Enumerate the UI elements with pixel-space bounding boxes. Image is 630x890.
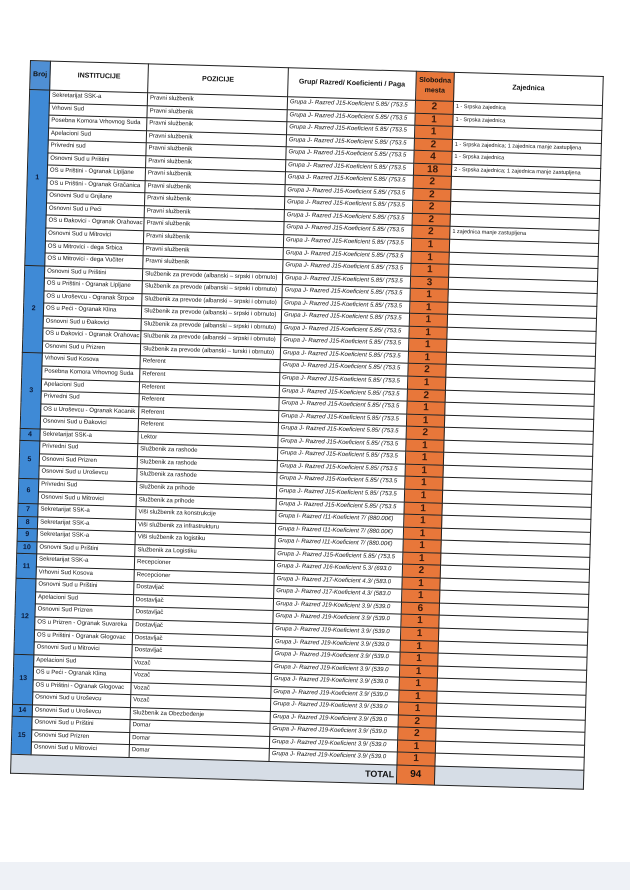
grade-cell: Grupa J- Razred J15-Koeficient 5.85/ (753.5 — [278, 410, 406, 426]
position-cell: Viši službenik za logistiku — [135, 532, 275, 548]
position-cell: Referent — [139, 406, 279, 422]
grade-cell: Grupa J- Razred J19-Koeficient 3.9/ (539.0 — [269, 749, 397, 765]
vacancies-cell: 2 — [406, 426, 444, 440]
position-cell: Pravni službenik — [147, 93, 287, 109]
group-number: 12 — [14, 579, 36, 655]
grade-cell: Grupa J- Razred J15-Koeficient 5.85/ (753.5 — [281, 310, 409, 326]
institution-cell: Osnovni Sud Prizren — [35, 604, 133, 619]
vacancies-cell: 1 — [415, 113, 453, 127]
header-zajednica: Zajednica — [454, 72, 604, 105]
community-cell: 2 - Srpska zajednica; 1 zajednica manje zastupljena — [451, 164, 600, 181]
institution-cell: Osnovni Sud u Gnjilane — [47, 190, 145, 205]
position-cell: Recepcioner — [134, 569, 274, 585]
vacancies-cell: 2 — [413, 188, 451, 202]
institution-cell: Sekretarijat SSK-a — [49, 90, 147, 105]
position-cell: Pravni službenik — [145, 168, 285, 184]
position-cell: Vozač — [131, 682, 271, 698]
position-cell: Viši službenik za infrastrukturu — [135, 519, 275, 535]
grade-cell: Grupa J- Razred J15-Koeficient 5.85/ (753.5 — [286, 134, 414, 150]
position-cell: Referent — [139, 394, 279, 410]
institution-cell: Osnovni Sud u Mitrovici — [45, 228, 143, 243]
position-cell: Dostavljač — [132, 645, 272, 661]
position-cell: Domar — [129, 732, 269, 748]
position-cell: Pravni službenik — [144, 193, 284, 209]
position-cell: Službenik za rashode — [137, 457, 277, 473]
group-number: 2 — [22, 265, 44, 353]
vacancies-cell: 1 — [407, 376, 445, 390]
grade-cell: Grupa J- Razred J19-Koeficient 3.9/ (539.0 — [270, 724, 398, 740]
institution-cell: Apelacioni Sud — [41, 379, 139, 394]
grade-cell: Grupa I- Razred I11-Koeficient 7/ (880.00€) — [276, 511, 404, 527]
position-cell: Dostavljač — [133, 607, 273, 623]
position-cell: Referent — [138, 419, 278, 435]
grade-cell: Grupa J- Razred J15-Koeficient 5.85/ (753.5 — [281, 322, 409, 338]
header-pozicije: POZICIJE — [148, 64, 289, 97]
grade-cell: Grupa J- Razred J15-Koeficient 5.85/ (753.5 — [282, 297, 410, 313]
position-cell: Pravni službenik — [143, 256, 283, 272]
group-number: 7 — [18, 503, 38, 516]
vacancies-cell: 2 — [414, 138, 452, 152]
institution-cell: Privredni Sud — [40, 441, 138, 456]
vacancies-cell: 1 — [410, 288, 448, 302]
header-broj: Broj — [30, 61, 51, 91]
grade-cell: Grupa J- Razred J19-Koeficient 3.9/ (539.0 — [271, 686, 399, 702]
institution-cell: Vrhovni Sud Kosova — [36, 567, 134, 582]
group-number: 10 — [17, 541, 37, 554]
grade-cell: Grupa J- Razred J16-Koeficient 5.3/ (693.0 — [274, 561, 402, 577]
institution-cell: Sekretarijat SSK-a — [37, 529, 135, 544]
grade-cell: Grupa J- Razred J15-Koeficient 5.85/ (753.5 — [278, 435, 406, 451]
vacancies-cell: 1 — [407, 401, 445, 415]
position-cell: Viši službenik za konstrukcije — [136, 507, 276, 523]
vacancies-cell: 1 — [411, 251, 449, 265]
header-grupa: Grup/ Razred/ Koeficienti / Paga — [288, 68, 417, 101]
institution-cell: Osnovni Sud u Uroševcu — [33, 692, 131, 707]
institution-cell: OS u Prištini - Ogranak Gračanica — [47, 178, 145, 193]
grade-cell: Grupa J- Razred J19-Koeficient 3.9/ (539.0 — [271, 661, 399, 677]
position-cell: Referent — [140, 369, 280, 385]
institution-cell: Privredni Sud — [41, 391, 139, 406]
group-number: 4 — [20, 428, 40, 441]
position-cell: Službenik za prevode (albanski – srpski i obrnuto) — [142, 281, 282, 297]
group-number: 9 — [17, 528, 37, 541]
grade-cell: Grupa J- Razred J15-Koeficient 5.85/ (753.5 — [276, 486, 404, 502]
vacancies-cell: 1 — [404, 502, 442, 516]
grade-cell: Grupa J- Razred J15-Koeficient 5.85/ (753.5 — [285, 172, 413, 188]
group-number: 14 — [12, 704, 32, 717]
vacancies-cell: 1 — [400, 627, 438, 641]
vacancies-cell: 1 — [405, 464, 443, 478]
grade-cell: Grupa J- Razred J15-Koeficient 5.85/ (753.5 — [287, 109, 415, 125]
grade-cell: Grupa J- Razred J19-Koeficient 3.9/ (539.0 — [271, 674, 399, 690]
institution-cell: OS u Uroševcu - Ogranak Kacanik — [41, 404, 139, 419]
grade-cell: Grupa J- Razred J15-Koeficient 5.85/ (753.5 — [282, 272, 410, 288]
vacancies-cell: 1 — [409, 339, 447, 353]
position-cell: Dostavljač — [133, 594, 273, 610]
position-cell: Lektor — [138, 431, 278, 447]
institution-cell: OS u Mitrovici - dega Srbica — [45, 241, 143, 256]
vacancies-cell: 2 — [398, 715, 436, 729]
vacancies-cell: 1 — [406, 414, 444, 428]
grade-cell: Grupa J- Razred J15-Koeficient 5.85/ (753.5 — [280, 360, 408, 376]
grade-cell: Grupa J- Razred J15-Koeficient 5.85/ (753.5 — [282, 285, 410, 301]
vacancies-cell: 2 — [412, 201, 450, 215]
position-cell: Službenik za prevode (albanski – srpski i obrnuto) — [141, 331, 281, 347]
vacancies-cell: 1 — [397, 752, 435, 766]
group-number: 13 — [13, 654, 34, 705]
vacancies-cell: 2 — [408, 364, 446, 378]
vacancies-cell: 2 — [412, 213, 450, 227]
institution-cell: OS u Prizren - Ogranak Suvareka — [35, 617, 133, 632]
grade-cell: Grupa J- Razred J17-Koeficient 4.3/ (583.0 — [274, 586, 402, 602]
position-cell: Pravni službenik — [147, 105, 287, 121]
institution-cell: Osnovni Sud u Prizren — [42, 341, 140, 356]
institution-cell: Apelacioni Sud — [34, 654, 132, 669]
grade-cell: Grupa J- Razred J15-Koeficient 5.85/ (753.5 — [283, 260, 411, 276]
position-cell: Pravni službenik — [144, 218, 284, 234]
institution-cell: OS u Prištini - Ogranak Glogovac — [33, 680, 131, 695]
institution-cell: Osnovni Sud u Mitrovici — [34, 642, 132, 657]
position-cell: Pravni službenik — [143, 231, 283, 247]
vacancies-cell: 4 — [414, 150, 452, 164]
institution-cell: Privredni Sud — [38, 479, 136, 494]
header-slobodna-mesta: Slobodna mesta — [416, 71, 455, 101]
community-cell: 1 - Srpska zajednica — [453, 101, 602, 118]
position-cell: Službenik za prihode — [136, 494, 276, 510]
institution-cell: Osnovni Sud u Uroševcu — [39, 466, 137, 481]
institution-cell: Sekretarijat SSK-a — [36, 554, 134, 569]
group-number: 3 — [20, 353, 42, 429]
grade-cell: Grupa J- Razred J19-Koeficient 3.9/ (539.0 — [270, 699, 398, 715]
grade-cell: Grupa J- Razred J15-Koeficient 5.85/ (753.5 — [287, 122, 415, 138]
grade-cell: Grupa J- Razred J15-Koeficient 5.85/ (753.5 — [277, 473, 405, 489]
grade-cell: Grupa J- Razred J15-Koeficient 5.85/ (753.5 — [287, 97, 415, 113]
institution-cell: OS u Đakovici - Ogranak Orahovac — [46, 215, 144, 230]
position-cell: Referent — [139, 381, 279, 397]
position-cell: Pravni službenik — [146, 156, 286, 172]
grade-cell: Grupa J- Razred J15-Koeficient 5.85/ (753.5 — [284, 210, 412, 226]
grade-cell: Grupa J- Razred J15-Koeficient 5.85/ (753.5 — [284, 222, 412, 238]
group-number: 8 — [17, 516, 37, 529]
grade-cell: Grupa I- Razred I11-Koeficient 7/ (880.00€) — [275, 523, 403, 539]
grade-cell: Grupa I- Razred I11-Koeficient 7/ (880.00€) — [275, 536, 403, 552]
vacancies-cell: 1 — [402, 577, 440, 591]
vacancies-cell: 1 — [399, 677, 437, 691]
position-cell: Pravni službenik — [147, 118, 287, 134]
position-cell: Pravni službenik — [146, 143, 286, 159]
institution-cell: Posebna Komora Vrhovnog Suda — [42, 366, 140, 381]
position-cell: Pravni službenik — [144, 206, 284, 222]
vacancies-cell: 1 — [405, 451, 443, 465]
institution-cell: OS u Đakovici - Ogranak Orahovac — [43, 328, 141, 343]
position-cell: Vozač — [131, 670, 271, 686]
grade-cell: Grupa J- Razred J15-Koeficient 5.85/ (753.5 — [284, 197, 412, 213]
institution-cell: Osnovni Sud Prizren — [31, 730, 129, 745]
vacancies-cell: 1 — [411, 238, 449, 252]
group-number: 1 — [25, 90, 50, 266]
institution-cell: Osnovni Sud u Prištini — [37, 542, 135, 557]
grade-cell: Grupa J- Razred J19-Koeficient 3.9/ (539.0 — [273, 598, 401, 614]
vacancies-cell: 2 — [407, 389, 445, 403]
group-number: 5 — [19, 441, 40, 479]
position-cell: Službenik za rashode — [137, 444, 277, 460]
total-value: 94 — [396, 765, 435, 785]
institution-cell: OS u Mitrovici - dega Vučiter — [45, 253, 143, 268]
vacancies-cell: 1 — [410, 301, 448, 315]
position-cell: Dostavljač — [133, 620, 273, 636]
institution-cell: Osnovni Sud u Prištini — [32, 717, 130, 732]
vacancies-cell: 1 — [411, 263, 449, 277]
institution-cell: Osnovni Sud u Mitrovici — [38, 491, 136, 506]
institution-cell: Sekretarijat SSK-a — [38, 504, 136, 519]
group-number: 6 — [18, 478, 39, 504]
vacancies-cell: 1 — [398, 702, 436, 716]
position-cell: Službenik za prevode (albanski – srpski i obrnuto) — [142, 293, 282, 309]
grade-cell: Grupa J- Razred J15-Koeficient 5.85/ (753.5 — [279, 385, 407, 401]
total-label: TOTAL — [11, 754, 397, 784]
grade-cell: Grupa J- Razred J15-Koeficient 5.85/ (753.5 — [279, 398, 407, 414]
position-cell: Službenik za prevode (albanski – turski i obrnuto) — [140, 344, 280, 360]
grade-cell: Grupa J- Razred J15-Koeficient 5.85/ (753.5 — [277, 448, 405, 464]
institution-cell: Osnovni Sud u Uroševcu — [32, 705, 130, 720]
vacancies-cell: 1 — [414, 125, 452, 139]
institution-cell: Osnovni Sud u Peći — [46, 203, 144, 218]
grade-cell: Grupa J- Razred J19-Koeficient 3.9/ (539.0 — [272, 636, 400, 652]
community-cell: 1 - Srpska zajednica; 1 zajednica manje zastupljena — [452, 139, 601, 156]
position-cell: Službenik za prevode (albanski – srpski i obrnuto) — [141, 319, 281, 335]
vacancies-cell: 1 — [400, 640, 438, 654]
institution-cell: OS u Prištini - Ogranak Lipljane — [44, 278, 142, 293]
vacancies-cell: 6 — [401, 602, 439, 616]
header-institucije: INSTITUCIJE — [50, 61, 149, 93]
vacancies-cell: 2 — [398, 727, 436, 741]
position-cell: Vozač — [130, 695, 270, 711]
institution-cell: Vrhovni Sud Kosova — [42, 353, 140, 368]
grade-cell: Grupa J- Razred J15-Koeficient 5.85/ (753.5 — [280, 348, 408, 364]
grade-cell: Grupa J- Razred J19-Koeficient 3.9/ (539.0 — [273, 623, 401, 639]
institution-cell: Osnovni Sud u Mitrovici — [31, 742, 129, 757]
grade-cell: Grupa J- Razred J19-Koeficient 3.9/ (539.0 — [272, 649, 400, 665]
position-cell: Referent — [140, 356, 280, 372]
institution-cell: Apelacioni Sud — [35, 592, 133, 607]
institution-cell: Osnovni Sud u Prištini — [48, 153, 146, 168]
position-cell: Službenik za Obezbeđenje — [130, 707, 270, 723]
vacancies-cell: 1 — [409, 326, 447, 340]
institution-cell: OS u Peći - Ogranak Klina — [33, 667, 131, 682]
position-cell: Službenik za prevode (albanski – srpski i obrnuto) — [142, 268, 282, 284]
institution-cell: Osnovni Sud Prizren — [39, 454, 137, 469]
position-cell: Dostavljač — [132, 632, 272, 648]
vacancies-cell: 1 — [403, 552, 441, 566]
grade-cell: Grupa J- Razred J15-Koeficient 5.85/ (753.5 — [276, 498, 404, 514]
group-number: 15 — [11, 717, 32, 755]
vacancies-cell: 1 — [401, 615, 439, 629]
vacancies-cell: 1 — [397, 740, 435, 754]
vacancies-cell: 1 — [403, 527, 441, 541]
position-cell: Pravni službenik — [143, 243, 283, 259]
grade-cell: Grupa J- Razred J19-Koeficient 3.9/ (539.0 — [273, 611, 401, 627]
position-cell: Pravni službenik — [145, 181, 285, 197]
institution-cell: Osnovni Sud u Prištini — [44, 266, 142, 281]
grade-cell: Grupa J- Razred J17-Koeficient 4.3/ (583.0 — [274, 573, 402, 589]
group-number: 11 — [16, 554, 37, 580]
vacancies-cell: 2 — [412, 226, 450, 240]
institution-cell: Privredni sud — [48, 140, 146, 155]
institution-cell: OS u Prištini - Ogranak Lipljane — [47, 165, 145, 180]
position-cell: Recepcioner — [134, 557, 274, 573]
position-cell: Vozač — [132, 657, 272, 673]
position-cell: Službenik za Logistiku — [135, 544, 275, 560]
vacancies-cell: 1 — [408, 351, 446, 365]
vacancies-cell: 18 — [413, 163, 451, 177]
vacancies-table — [10, 60, 604, 790]
institution-cell: Sekretarijat SSK-a — [37, 516, 135, 531]
grade-cell: Grupa J- Razred J15-Koeficient 5.85/ (753.5 — [286, 147, 414, 163]
institution-cell: OS u Peći - Ogranak Klina — [43, 303, 141, 318]
vacancies-cell: 1 — [399, 665, 437, 679]
vacancies-cell: 2 — [413, 176, 451, 190]
vacancies-cell: 1 — [399, 690, 437, 704]
community-cell: 1 - Srpska zajednica — [453, 114, 602, 131]
grade-cell: Grupa J- Razred J15-Koeficient 5.85/ (753.5 — [277, 460, 405, 476]
position-cell: Službenik za rashode — [137, 469, 277, 485]
grade-cell: Grupa J- Razred J15-Koeficient 5.85/ (753.5 — [283, 247, 411, 263]
position-cell: Službenik za prevode (albanski – srpski i obrnuto) — [141, 306, 281, 322]
institution-cell: Osnovni Sud u Prištini — [36, 579, 134, 594]
position-cell: Pravni službenik — [146, 130, 286, 146]
table-body — [11, 90, 602, 771]
grade-cell: Grupa J- Razred J15-Koeficient 5.85/ (753.5 — [280, 373, 408, 389]
institution-cell: Apelacioni Sud — [48, 128, 146, 143]
grade-cell: Grupa J- Razred J15-Koeficient 5.85/ (753.5 — [278, 423, 406, 439]
vacancies-cell: 1 — [403, 539, 441, 553]
grade-cell: Grupa J- Razred J15-Koeficient 5.85/ (753.5 — [283, 235, 411, 251]
grade-cell: Grupa J- Razred J19-Koeficient 3.9/ (539.0 — [269, 736, 397, 752]
position-cell: Domar — [130, 720, 270, 736]
institution-cell: OS u Prištini - Ogranak Glogovac — [34, 629, 132, 644]
total-empty-cell — [434, 766, 583, 789]
grade-cell: Grupa J- Razred J15-Koeficient 5.85/ (753.5 — [285, 159, 413, 175]
institution-cell: Osnovni Sud u Đakovici — [43, 316, 141, 331]
vacancies-cell: 1 — [400, 652, 438, 666]
vacancies-cell: 1 — [409, 313, 447, 327]
position-cell: Dostavljač — [134, 582, 274, 598]
institution-cell: Sekretarijat SSK-a — [40, 429, 138, 444]
grade-cell: Grupa J- Razred J15-Koeficient 5.85/ (753.5 — [275, 548, 403, 564]
vacancies-cell: 1 — [404, 489, 442, 503]
vacancies-cell: 2 — [402, 564, 440, 578]
institution-cell: OS u Uroševcu - Ogranak Štrpce — [44, 291, 142, 306]
grade-cell: Grupa J- Razred J15-Koeficient 5.85/ (753.5 — [281, 335, 409, 351]
page-bottom-edge — [0, 862, 630, 890]
position-cell: Domar — [129, 745, 269, 761]
institution-cell: Vrhovni Sud — [49, 103, 147, 118]
institution-cell: Osnovni Sud u Đakovici — [40, 416, 138, 431]
grade-cell: Grupa J- Razred J15-Koeficient 5.85/ (753.5 — [285, 185, 413, 201]
community-cell: 1 zajednica manje zastupljena — [450, 227, 599, 244]
vacancies-cell: 3 — [410, 276, 448, 290]
vacancies-cell: 1 — [404, 514, 442, 528]
grade-cell: Grupa J- Razred J19-Koeficient 3.9/ (539.0 — [270, 711, 398, 727]
vacancies-cell: 2 — [415, 100, 453, 114]
vacancies-cell: 1 — [406, 439, 444, 453]
document-sheet — [17, 60, 630, 830]
vacancies-cell: 1 — [402, 589, 440, 603]
vacancies-cell: 1 — [405, 477, 443, 491]
position-cell: Službenik za prihode — [136, 482, 276, 498]
institution-cell: Posebna Komora Vrhovnog Suda — [49, 115, 147, 130]
community-cell: 1 - Srpska zajednica — [452, 152, 601, 169]
